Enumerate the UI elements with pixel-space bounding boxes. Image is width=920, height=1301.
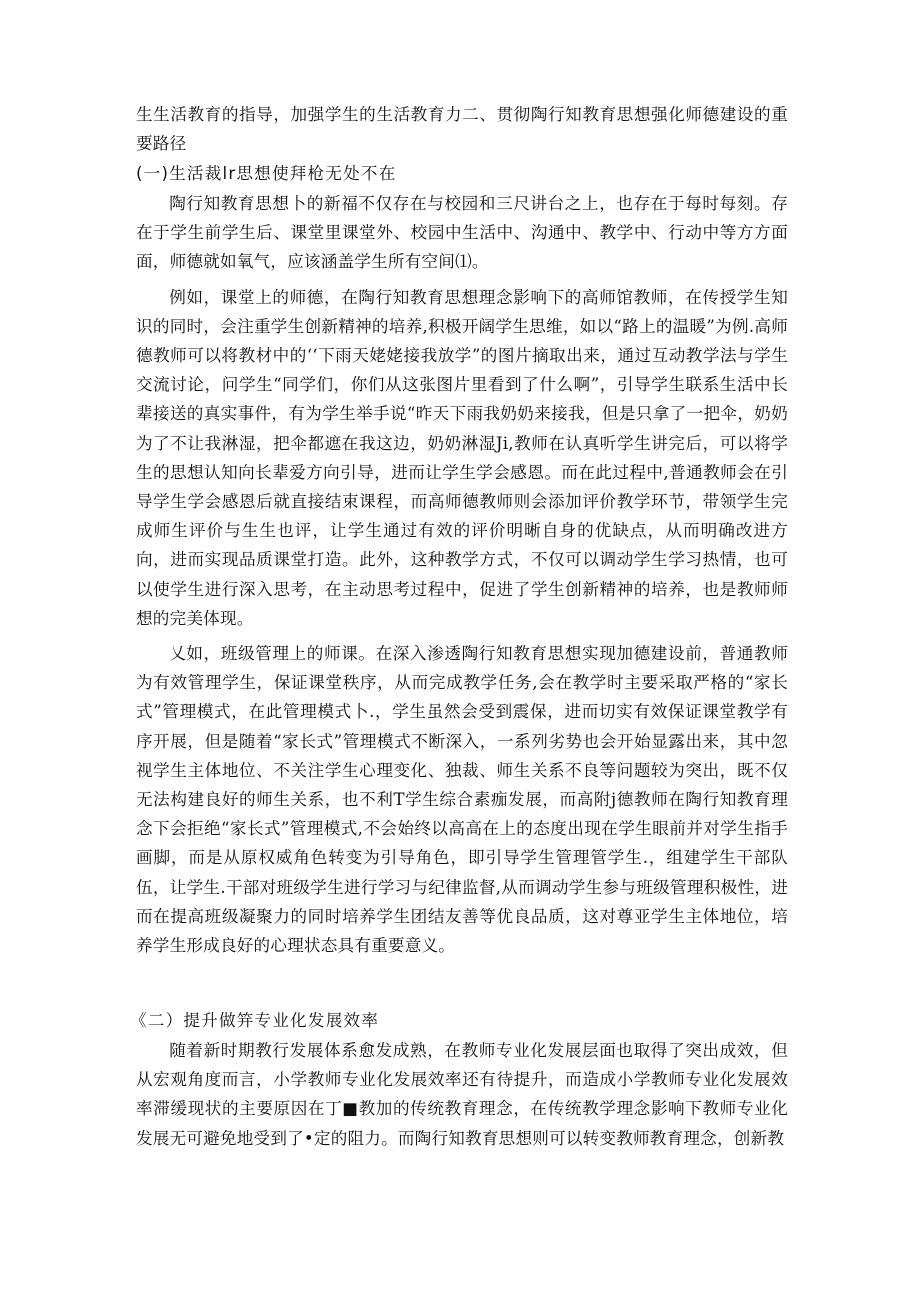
body-paragraph-2: 例如，课堂上的师德，在陶行知教育思想理念影响下的高师馆教师，在传授学生知识的同时，会注重学生创新精神的培养,积极开阔学生思维，如以“路上的温暖”为例.高师德教师可以将教材中的‘‘下雨天姥姥接我放学”的图片摘取出来，通过互动教学法与学生交流讨论，问学生“同学们，你们从这张图片里看到了什么啊”，引导学生联系生活中长辈接送的真实事件，有为学生举手说“昨天下雨我奶奶来接我，但是只拿了一把伞，奶奶为了不让我淋湿，把伞都遮在我这边，奶奶淋湿Ji,教师在认真听学生讲完后，可以将学生的思想认知向长辈爱方向引导，进而让学生学会感恩。而在此过程中,普通教师会在引导学生学会感恩后就直接结束课程，而高师德教师则会添加评价教学环节，带领学生完成师生评价与生生也评，让学生通过有效的评价明晰自身的优缺点，从而明确改进方向，进而实现品质课堂打造。此外，这种教学方式，不仅可以调动学生学习热情，也可以使学生进行深入思考，在主动思考过程中，促进了学生创新精神的培养，也是教师师想的完美体现。 — [136, 287, 788, 628]
section-heading-1: (一)生活裁lr思想使拜枪无处不在 — [136, 164, 397, 183]
body-paragraph-1: 陶行知教育思想卜的新福不仅存在与校园和三尺讲台之上，也存在于每时每刻。存在于学生前学生后、课堂里课堂外、校园中生活中、沟通中、教学中、行动中等方方面面，师德就如氧气，应该涵盖学生所有空间⑴。 — [136, 194, 788, 272]
section-heading-2: 《二）提升做笄专业化发展效率 — [130, 1011, 380, 1030]
body-paragraph-3: 乂如，班级管理上的师课。在深入渗透陶行知教育思想实现加德建设前，普通教师为有效管理学生，保证课堂秩序，从而完成教学任务,会在教学时主要采取严格的“家长式”管理模式，在此管理模式卜.，学生虽然会受到震保，进而切实有效保证课堂教学有序开展，但是随着“家长式”管理模式不断深入，一系列劣势也会开始显露出来，其中忽视学生主体地位、不关注学生心理变化、独裁、师生关系不良等问题较为突出，既不仅无法构建良好的师生关系，也不利T学生综合素痂发展，而高附j德教师在陶行知教育理念下会拒绝“家长式”管理模式,不会始终以高高在上的态度出现在学生眼前并对学生指手画脚，而是从原权威角色转变为引导角色，即引导学生管理管学生.，组建学生干部队伍，让学生.干部对班级学生进行学习与纪律监督,从而调动学生参与班级管理积极性，进而在提高班级凝聚力的同时培养学生团结友善等优良品质，这对尊亚学生主体地位，培养学生形成良好的心理状态具有重要意义。 — [136, 644, 788, 956]
body-paragraph-4: 随着新时期教行发展体系愈发成熟，在教师专业化发展层面也取得了突出成效，但从宏观角度而言，小学教师专业化发展效率还有待提升，而造成小学教师专业化发展效率滞缓现状的主要原因在丁■教加的传统教育理念，在传统教学理念影响下教师专业化发展无可避免地受到了•定的阻力。而陶行知教育思想则可以转变教师教育理念，创新教 — [136, 1041, 788, 1148]
body-block-2 — [136, 1036, 788, 1153]
body-block-1 — [136, 189, 788, 960]
intro-paragraph: 生生活教育的指导，加强学生的生活教育力二、贯彻陶行知教育思想强化师德建设的重要路径 — [136, 105, 788, 154]
intro-block — [136, 100, 788, 158]
